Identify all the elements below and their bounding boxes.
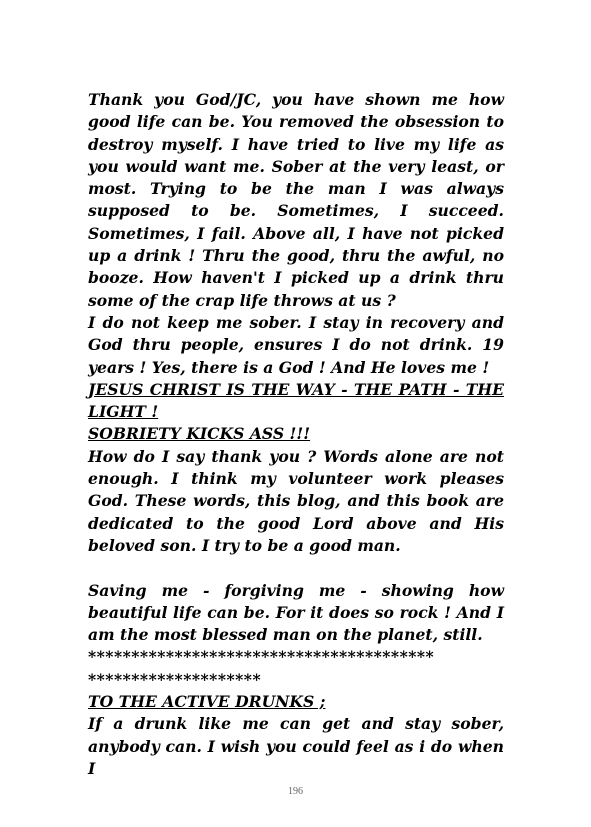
paragraph-saving-me: Saving me - forgiving me - showing how beautiful life can be. For it does so rock ! And I am the most blessed man on the planet, still.	[88, 580, 504, 645]
paragraph-sobriety: I do not keep me sober. I stay in recovery and God thru people, ensures I do not drink. 19 years ! Yes, there is a God ! And He loves me !	[88, 312, 504, 377]
page-body	[88, 89, 504, 780]
page-number: 196	[288, 786, 303, 797]
heading-active-drunks: TO THE ACTIVE DRUNKS ;	[88, 692, 326, 712]
blank-line	[88, 557, 504, 579]
heading-jesus-christ: JESUS CHRIST IS THE WAY - THE PATH - THE LIGHT !	[88, 379, 504, 422]
separator-stars-line-2: ********************	[88, 669, 262, 689]
separator-stars-line-1: ****************************************	[88, 647, 435, 667]
heading-sobriety: SOBRIETY KICKS ASS !!!	[88, 424, 311, 444]
paragraph-thank-you: How do I say thank you ? Words alone are not enough. I think my volunteer work pleases God. These words, this blog, and this book are dedicated to the good Lord above and His beloved son. I try to be a good man.	[88, 446, 504, 555]
paragraph-active-drunks: If a drunk like me can get and stay sober, anybody can. I wish you could feel as i do when I	[88, 714, 504, 778]
paragraph-gratitude: Thank you God/JC, you have shown me how good life can be. You removed the obsession to destroy myself. I have tried to live my life as you would want me. Sober at the very least, or most. Trying to be the man I was always supposed to be. Sometimes, I succeed. Sometimes, I fail. Above all, I have not picked up a drink ! Thru the good, thru the awful, no booze. How haven't I picked up a drink thru some of the crap life throws at us ?	[88, 90, 504, 310]
